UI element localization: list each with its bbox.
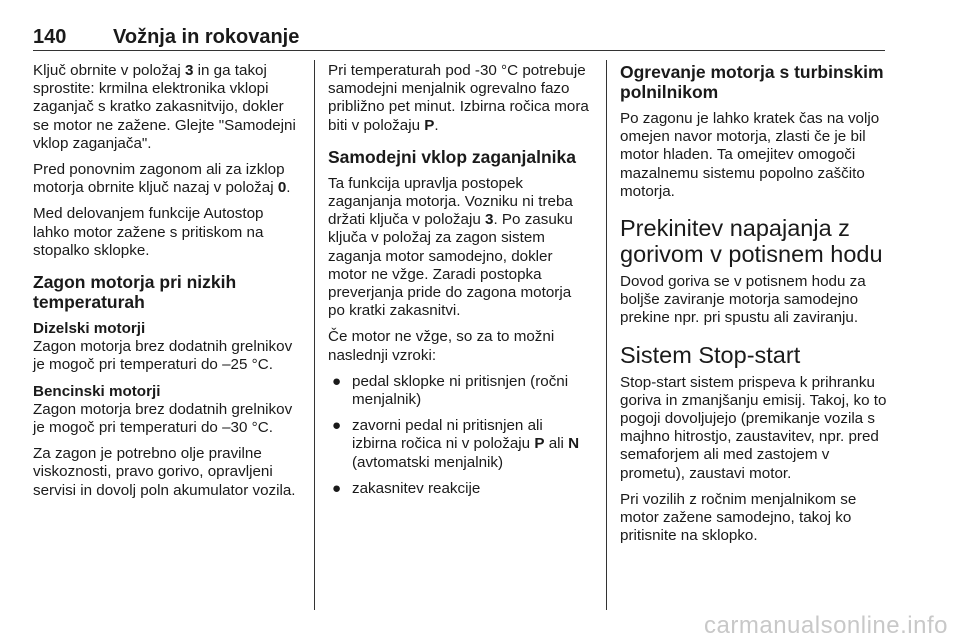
paragraph: Med delovanjem funkcije Autostop lahko motor zažene s pritiskom na stopalko sklopke.: [33, 205, 264, 259]
paragraph: Zagon motorja brez dodatnih grelnikov je mogoč pri temperaturi do –25 °C.: [33, 338, 293, 374]
bullet-icon: ●: [332, 372, 342, 390]
bullet-list: [328, 373, 590, 498]
watermark: carmanualsonline.info: [704, 612, 948, 639]
main-heading: Prekinitev napajanja z gorivom v potisnem hodu: [620, 215, 883, 268]
subheading: Bencinski motorji: [33, 382, 161, 400]
chapter-title: Vožnja in rokovanje: [113, 26, 300, 48]
section-heading: Samodejni vklop zaganjalnika: [328, 146, 576, 167]
paragraph: Če motor ne vžge, so za to možni naslednji vzroki:: [328, 328, 555, 364]
paragraph: Pred ponovnim zagonom ali za izklop motorja obrnite ključ nazaj v položaj 0.: [33, 161, 291, 197]
column-right: [620, 62, 890, 553]
subheading: Dizelski motorji: [33, 320, 146, 338]
paragraph: Pri temperaturah pod -30 °C potrebuje samodejni menjalnik ogrevalno fazo približno pet minut. Izbirna ročica mora biti v položaju P.: [328, 62, 589, 134]
section-heading: Ogrevanje motorja s turbinskim polnilnikom: [620, 62, 884, 102]
paragraph: Dovod goriva se v potisnem hodu za boljše zaviranje motorja samodejno prekine npr. pri spustu ali zaviranju.: [620, 273, 866, 327]
bullet-icon: ●: [332, 417, 342, 435]
section-heading: Zagon motorja pri nizkih temperaturah: [33, 272, 237, 313]
paragraph: Ta funkcija upravlja postopek zaganjanja motorja. Vozniku ni treba držati ključa v položaju 3. Po zasuku ključa v položaj za zagon sistem zaganja motor samodejno, dokler motor ne vžge. Zaradi postopka preverjanja pride do zagona motorja po kratki zakasnitvi.: [328, 174, 573, 320]
paragraph: Za zagon je potrebno olje pravilne viskoznosti, pravo gorivo, opravljeni servisi in dovolj poln akumulator vozila.: [33, 445, 296, 499]
page-number: 140: [33, 26, 67, 48]
paragraph: Po zagonu je lahko kratek čas na voljo omejen navor motorja, zlasti če je bil motor hladen. Ta omejitev omogoči mazalnemu sistemu popolno zaščito motorja.: [620, 110, 880, 200]
column-middle: [328, 62, 590, 506]
main-heading: Sistem Stop-start: [620, 341, 801, 368]
paragraph: Pri vozilih z ročnim menjalnikom se motor zažene samodejno, takoj ko pritisnite na sklopko.: [620, 490, 857, 545]
paragraph: Stop-start sistem prispeva k prihranku goriva in zmanjšanju emisij. Takoj, ko to pogoji dovoljujejo (premikanje vozila s majhno hitrostjo, zaustavitev, npr. pred semaforjem ali med zastojem v prometu), zaustavi motor.: [620, 373, 887, 482]
paragraph: Ključ obrnite v položaj 3 in ga takoj sprostite: krmilna elektronika vklopi zaganjač s kratko zakasnitvijo, dokler se motor ne zažene. Glejte "Samodejni vklop zaganjača".: [33, 62, 296, 152]
column-left: [33, 62, 301, 508]
column-divider: [606, 60, 607, 610]
list-item: ● zakasnitev reakcije: [332, 479, 481, 497]
list-item: ● zavorni pedal ni pritisnjen ali izbirna ročica ni v položaju P ali N (avtomatski menjalnik): [332, 417, 580, 471]
column-divider: [314, 60, 315, 610]
paragraph: Zagon motorja brez dodatnih grelnikov je mogoč pri temperaturi do –30 °C.: [33, 400, 293, 437]
bullet-icon: ●: [332, 479, 342, 497]
list-item: ● pedal sklopke ni pritisnjen (ročni menjalnik): [332, 372, 569, 409]
page-header: [33, 26, 885, 51]
